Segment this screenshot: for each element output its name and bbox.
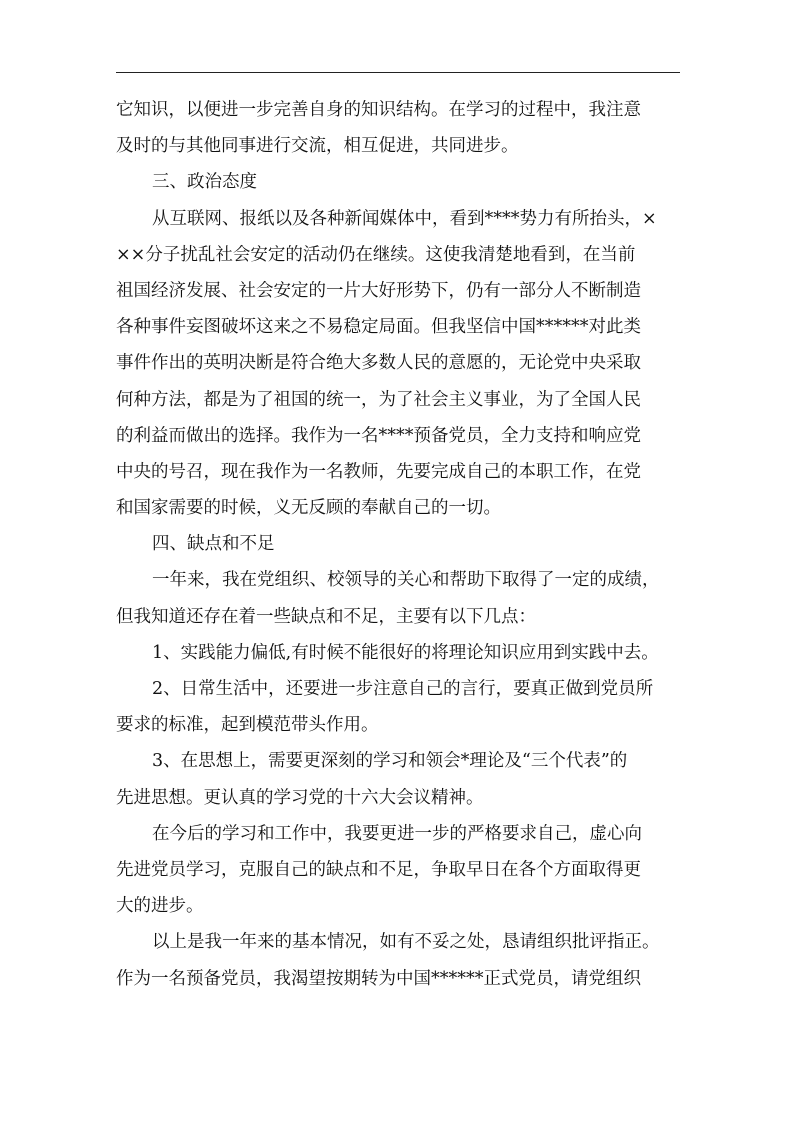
section-heading: 三、政治态度 bbox=[152, 172, 257, 193]
text-line: 以上是我一年来的基本情况，如有不妥之处，恳请组织批评指正。 bbox=[152, 932, 660, 953]
text-line: 何种方法，都是为了祖国的统一，为了社会主义事业，为了全国人民 bbox=[116, 389, 641, 410]
text-line: 祖国经济发展、社会安定的一片大好形势下，仍有一部分人不断制造 bbox=[116, 280, 641, 301]
text-line: 事件作出的英明决断是符合绝大多数人民的意愿的，无论党中央采取 bbox=[116, 353, 641, 374]
section-heading: 四、缺点和不足 bbox=[152, 534, 275, 555]
text-line: 要求的标准，起到模范带头作用。 bbox=[116, 715, 379, 736]
text-line: 但我知道还存在着一些缺点和不足，主要有以下几点： bbox=[116, 606, 536, 627]
text-line: 从互联网、报纸以及各种新闻媒体中，看到****势力有所抬头，× bbox=[152, 208, 657, 229]
text-line: 和国家需要的时候，义无反顾的奉献自己的一切。 bbox=[116, 498, 501, 519]
text-line: 中央的号召，现在我作为一名教师，先要完成自己的本职工作，在党 bbox=[116, 461, 641, 482]
text-line: 在今后的学习和工作中，我要更进一步的严格要求自己，虚心向 bbox=[152, 823, 642, 844]
text-line: 各种事件妄图破坏这来之不易稳定局面。但我坚信中国******对此类 bbox=[116, 317, 641, 338]
text-line: 先进思想。更认真的学习党的十六大会议精神。 bbox=[116, 787, 484, 808]
text-line: 先进党员学习，克服自己的缺点和不足，争取早日在各个方面取得更 bbox=[116, 859, 641, 880]
text-line: 一年来，我在党组织、校领导的关心和帮助下取得了一定的成绩， bbox=[152, 570, 660, 591]
list-item: 3、在思想上，需要更深刻的学习和领会*理论及“三个代表”的 bbox=[152, 751, 628, 772]
header-rule bbox=[116, 72, 680, 73]
list-item: 1、实践能力偏低,有时候不能很好的将理论知识应用到实践中去。 bbox=[152, 642, 659, 663]
text-line: 作为一名预备党员，我渴望按期转为中国******正式党员，请党组织 bbox=[116, 968, 641, 989]
text-line: 大的进步。 bbox=[116, 896, 204, 917]
list-item: 2、日常生活中，还要进一步注意自己的言行，要真正做到党员所 bbox=[152, 679, 654, 699]
document-body bbox=[116, 92, 684, 997]
text-line: ××分子扰乱社会安定的活动仍在继续。这使我清楚地看到，在当前 bbox=[116, 244, 636, 265]
text-line: 它知识，以便进一步完善自身的知识结构。在学习的过程中，我注意 bbox=[116, 100, 641, 120]
text-line: 的利益而做出的选择。我作为一名****预备党员，全力支持和响应党 bbox=[116, 425, 641, 446]
text-line: 及时的与其他同事进行交流，相互促进，共同进步。 bbox=[116, 136, 519, 157]
